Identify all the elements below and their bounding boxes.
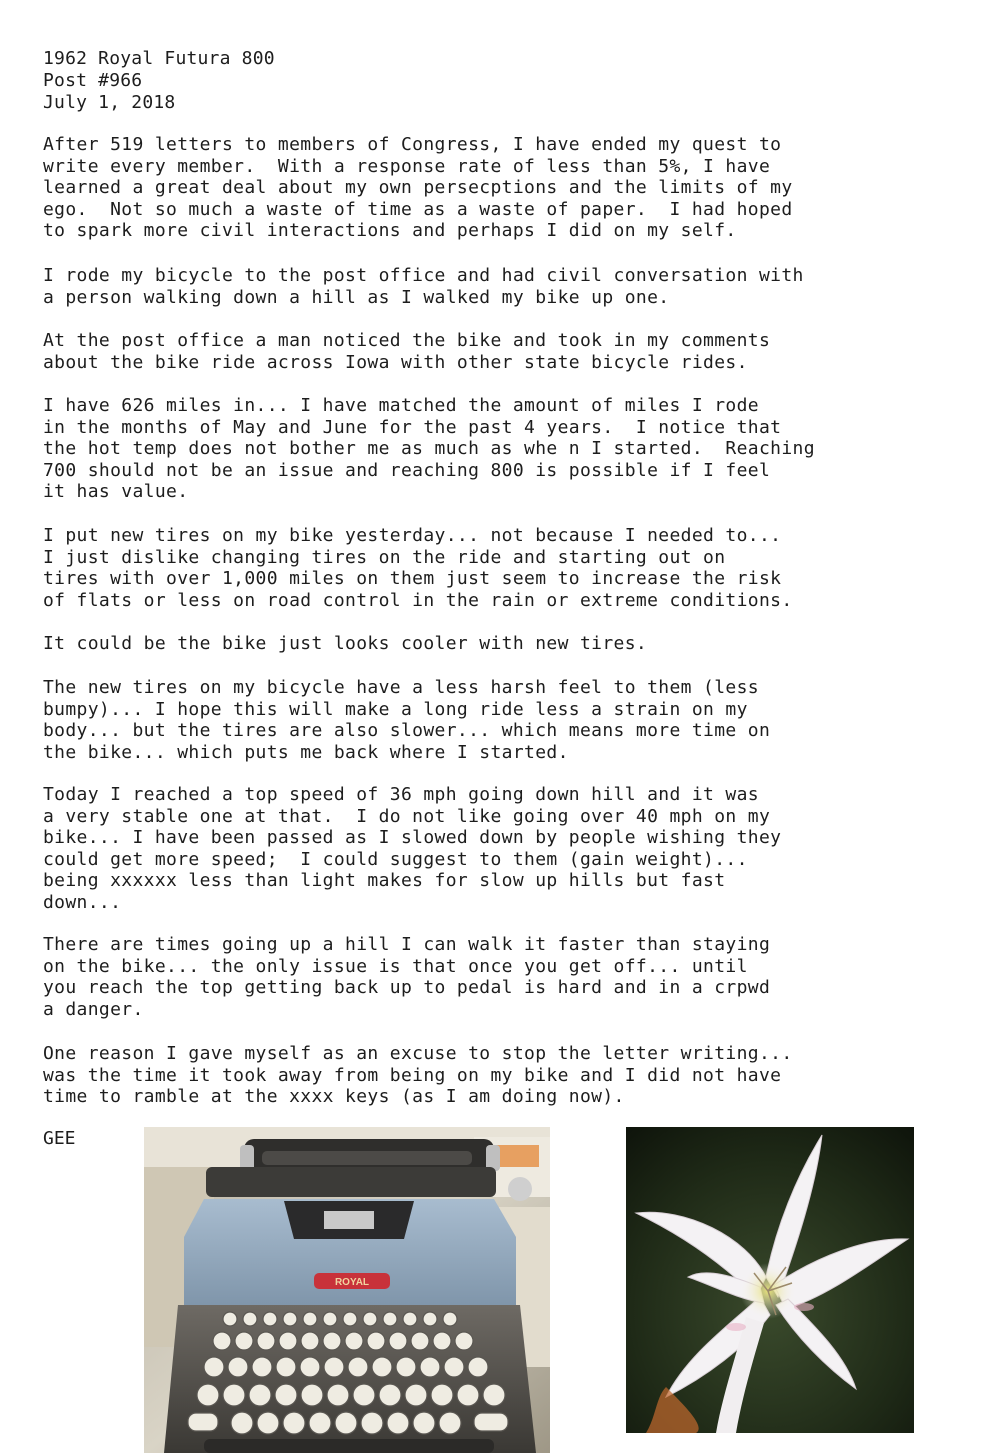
text-line: of flats or less on road control in the rain or extreme conditions. [43, 589, 793, 611]
text-line: bumpy)... I hope this will make a long ride less a strain on my [43, 698, 748, 720]
text-line: After 519 letters to members of Congress, I have ended my quest to [43, 134, 782, 155]
text-line: the hot temp does not bother me as much as whe n I started. Reaching [43, 438, 815, 460]
text-line: the bike... which puts me back where I started. [43, 741, 569, 763]
paragraph-tire-feel [43, 677, 770, 763]
header-typewriter-model: 1962 Royal Futura 800 [43, 48, 275, 69]
signature: GEE [43, 1128, 76, 1149]
text-line: At the post office a man noticed the bike and took in my comments [43, 330, 771, 351]
royal-badge: ROYAL [334, 1277, 370, 1288]
text-line: Today I reached a top speed of 36 mph going down hill and it was [43, 784, 759, 805]
text-line: on the bike... the only issue is that once you get off... until [43, 955, 748, 977]
text-line: tires with over 1,000 miles on them just seem to increase the risk [43, 568, 782, 590]
text-line: a very stable one at that. I do not like going over 40 mph on my [43, 805, 771, 827]
header-post-number: Post #966 [43, 70, 143, 91]
text-line: I just dislike changing tires on the ride and starting out on [43, 546, 726, 568]
text-line: 700 should not be an issue and reaching 800 is possible if I feel [43, 459, 771, 481]
text-line: a danger. [43, 998, 144, 1020]
text-line: I rode my bicycle to the post office and had civil conversation with [43, 265, 804, 286]
paragraph-top-speed [43, 784, 781, 914]
text-line: it has value. [43, 481, 189, 503]
letter-header [43, 48, 275, 114]
text-line: I put new tires on my bike yesterday... not because I needed to... [43, 525, 782, 546]
paragraph-stop-writing [43, 1043, 793, 1108]
paragraph-cooler [43, 633, 647, 655]
typewriter-photo [144, 1127, 550, 1453]
text-line: about the bike ride across Iowa with other state bicycle rides. [43, 351, 748, 373]
text-line: was the time it took away from being on my bike and I did not have [43, 1064, 782, 1086]
paragraph-new-tires [43, 525, 793, 611]
paragraph-iowa-ride [43, 330, 770, 373]
text-line: There are times going up a hill I can walk it faster than staying [43, 934, 771, 955]
text-line: learned a great deal about my own persecptions and the limits of my [43, 177, 793, 199]
paragraph-miles [43, 395, 815, 503]
paragraph-congress [43, 134, 793, 242]
text-line: being xxxxxx less than light makes for slow up hills but fast [43, 870, 726, 892]
text-line: in the months of May and June for the past 4 years. I notice that [43, 416, 782, 438]
text-line: body... but the tires are also slower... which means more time on [43, 720, 771, 742]
lily-flower-photo [626, 1127, 914, 1433]
text-line: a person walking down a hill as I walked my bike up one. [43, 286, 670, 308]
text-line: to spark more civil interactions and perhaps I did on my self. [43, 220, 737, 242]
text-line: The new tires on my bicycle have a less harsh feel to them (less [43, 677, 759, 698]
text-line: time to ramble at the xxxx keys (as I am doing now). [43, 1086, 625, 1108]
text-line: could get more speed; I could suggest to them (gain weight)... [43, 848, 748, 870]
text-line: you reach the top getting back up to pedal is hard and in a crpwd [43, 977, 771, 999]
text-line: I have 626 miles in... I have matched the amount of miles I rode [43, 395, 759, 416]
text-line: One reason I gave myself as an excuse to stop the letter writing... [43, 1043, 793, 1064]
text-line: down... [43, 891, 122, 913]
text-line: ego. Not so much a waste of time as a waste of paper. I had hoped [43, 198, 793, 220]
text-line: bike... I have been passed as I slowed down by people wishing they [43, 827, 782, 849]
paragraph-post-office-ride [43, 265, 804, 308]
text-line: write every member. With a response rate of less than 5%, I have [43, 155, 771, 177]
header-date: July 1, 2018 [43, 92, 176, 113]
text-line: It could be the bike just looks cooler with new tires. [43, 633, 648, 654]
paragraph-walking-hill [43, 934, 770, 1020]
